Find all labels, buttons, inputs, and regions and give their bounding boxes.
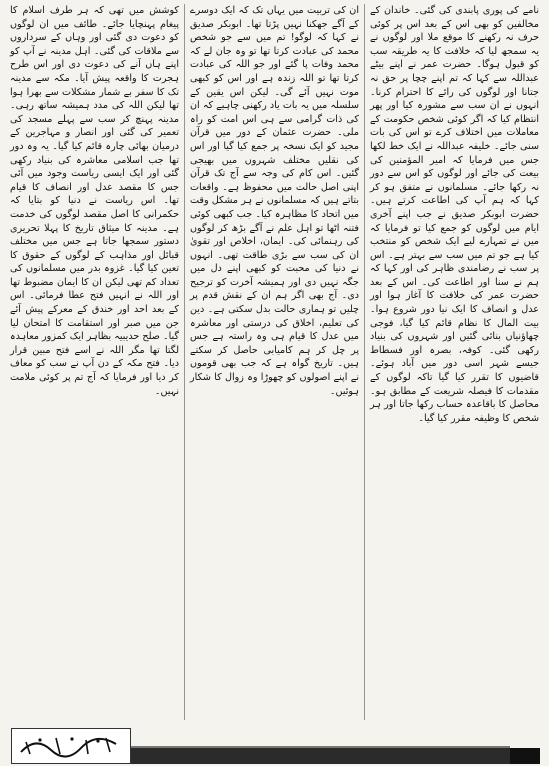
column-right: نامے کی پوری پابندی کی گئی۔ خاندان کے مخالفین کو بھی اس کے بعد اس پر کوئی حرف نہ رکھنے کا موقع ملا اور لوگوں نے یہ سمجھ لیا کہ خلافت کا یہ طریقہ سب کو قبول ہوگا۔ حضرت عمر نے اپنے بیٹے عبداللہ سے کہا کہ تم اپنے چچا پر حق نہ جتانا اور لوگوں کی رائے کا احترام کرنا۔ انہوں نے ان سب سے مشورہ کیا اور پھر انتظام کیا کہ اگر کوئی شخص حکومت کے معاملات میں اختلاف کرے تو اس کی بات سنی جائے۔ خلیفہ عبداللہ نے ایک خط لکھا جس میں فرمایا کہ امیر المؤمنین کی بیعت کی جائے اور لوگوں کو اس سے دور نہ رکھا جائے۔ مسلمانوں نے متفق ہو کر کہا کہ ہم آپ کی اطاعت کرتے ہیں۔ حضرت ابوبکر صدیق نے جب اپنے آخری ایام میں لوگوں کو جمع کیا تو فرمایا کہ میں نے تمہارے لیے ایک شخص کو منتخب کیا ہے جو تم میں سب سے بہتر ہے۔ اس پر سب نے رضامندی ظاہر کی اور کہا کہ ہم نے سنا اور اطاعت کی۔ اس کے بعد حضرت عمر کی خلافت کا آغاز ہوا اور عدل و انصاف کا ایک نیا دور شروع ہوا۔ بیت المال کا نظام قائم کیا گیا، فوجی چھاؤنیاں بنائی گئیں اور شہروں کی بنیاد رکھی گئی۔ کوفہ، بصرہ اور فسطاط جیسے شہر اسی دور میں آباد ہوئے۔ قاضیوں کا تقرر کیا گیا تاکہ لوگوں کے مقدمات کا فیصلہ شریعت کے مطابق ہو۔ محاصل کا باقاعدہ حساب رکھا جاتا اور ہر شخص کا وظیفہ مقرر کیا گیا۔: [366, 5, 539, 424]
calligraphy-icon: [16, 732, 126, 760]
article-columns: [5, 4, 544, 720]
ornament-calligraphy: [11, 728, 131, 764]
footer-rule: [131, 746, 510, 764]
column-left: کوشش میں تھی کہ ہر طرف اسلام کا پیغام پہنچایا جائے۔ طائف میں ان لوگوں کو دعوت دی گئی اور وہاں کے سرداروں سے ملاقات کی گئی۔ اہل مدینہ نے آپ کو اپنے ہاں آنے کی دعوت دی اور اس طرح ہجرت کا واقعہ پیش آیا۔ مکہ سے مدینہ تک کا سفر بے شمار مشکلات سے بھرا ہوا تھا لیکن اللہ کی مدد ہمیشہ ساتھ رہی۔ مدینہ پہنچ کر سب سے پہلے مسجد کی تعمیر کی گئی اور انصار و مہاجرین کے درمیان بھائی چارہ قائم کیا گیا۔ یہ وہ دور تھا جب اسلامی معاشرہ کی بنیاد رکھی گئی اور ایک ایسی ریاست وجود میں آئی جس کا مقصد عدل اور انصاف کا قیام تھا۔ اس ریاست نے دنیا کو بتایا کہ حکمرانی کا اصل مقصد لوگوں کی خدمت ہے۔ مدینہ کا میثاق تاریخ کا پہلا تحریری دستور سمجھا جاتا ہے جس میں مختلف قبائل اور مذاہب کے لوگوں کے حقوق کا تعین کیا گیا۔ غزوہ بدر میں مسلمانوں کی تعداد کم تھی لیکن ان کا ایمان مضبوط تھا اور اللہ نے انہیں فتح عطا فرمائی۔ اس کے بعد احد اور خندق کے معرکے پیش آئے جن میں صبر اور استقامت کا امتحان لیا گیا۔ صلح حدیبیہ بظاہر ایک کمزور معاہدہ لگتا تھا مگر اللہ نے اسے فتح مبین قرار دیا۔ فتح مکہ کے دن آپ نے سب کو معاف کر دیا اور فرمایا کہ آج تم پر کوئی ملامت نہیں۔: [5, 4, 185, 720]
page-footer: [5, 720, 544, 764]
page-number: [510, 748, 540, 764]
column-center: ان کی تربیت میں یہاں تک کہ ایک دوسرے کے آگے جھکنا نہیں پڑتا تھا۔ ابوبکر صدیق نے کہا کہ لوگو! تم میں سے جو شخص محمد کی عبادت کرتا تھا تو وہ جان لے کہ محمد وفات پا گئے اور جو اللہ کی عبادت کرتا تھا تو اللہ زندہ ہے اور اس کو کبھی موت نہیں آئے گی۔ لیکن اس یقین کے سلسلہ میں یہ بات یاد رکھنی چاہیے کہ ان کی ذات گرامی سے ہی اس امت کو راہ ملی۔ حضرت عثمان کے دور میں قرآن مجید کو ایک نسخہ پر جمع کیا گیا اور اس کی نقلیں مختلف شہروں میں بھیجی گئیں۔ اس کام کی وجہ سے آج تک قرآن اپنی اصل حالت میں محفوظ ہے۔ واقعات بتاتے ہیں کہ مسلمانوں نے ہر مشکل وقت میں اتحاد کا مظاہرہ کیا۔ جب کبھی کوئی فتنہ اٹھا تو اہل علم نے آگے بڑھ کر لوگوں کی رہنمائی کی۔ ایمان، اخلاص اور تقویٰ ان کی سب سے بڑی طاقت تھی۔ انہوں نے دنیا کی محبت کو کبھی اپنے دل میں جگہ نہیں دی اور ہمیشہ آخرت کو ترجیح دی۔ آج بھی اگر ہم ان کے نقش قدم پر چلیں تو ہماری حالت بدل سکتی ہے۔ دین کی تعلیم، اخلاق کی درستی اور معاشرہ میں عدل کا قیام ہی وہ راستہ ہے جس پر چل کر ہم کامیابی حاصل کر سکتے ہیں۔ تاریخ گواہ ہے کہ جب بھی قوموں نے اپنے اصولوں کو چھوڑا وہ زوال کا شکار ہوئیں۔: [185, 4, 365, 720]
